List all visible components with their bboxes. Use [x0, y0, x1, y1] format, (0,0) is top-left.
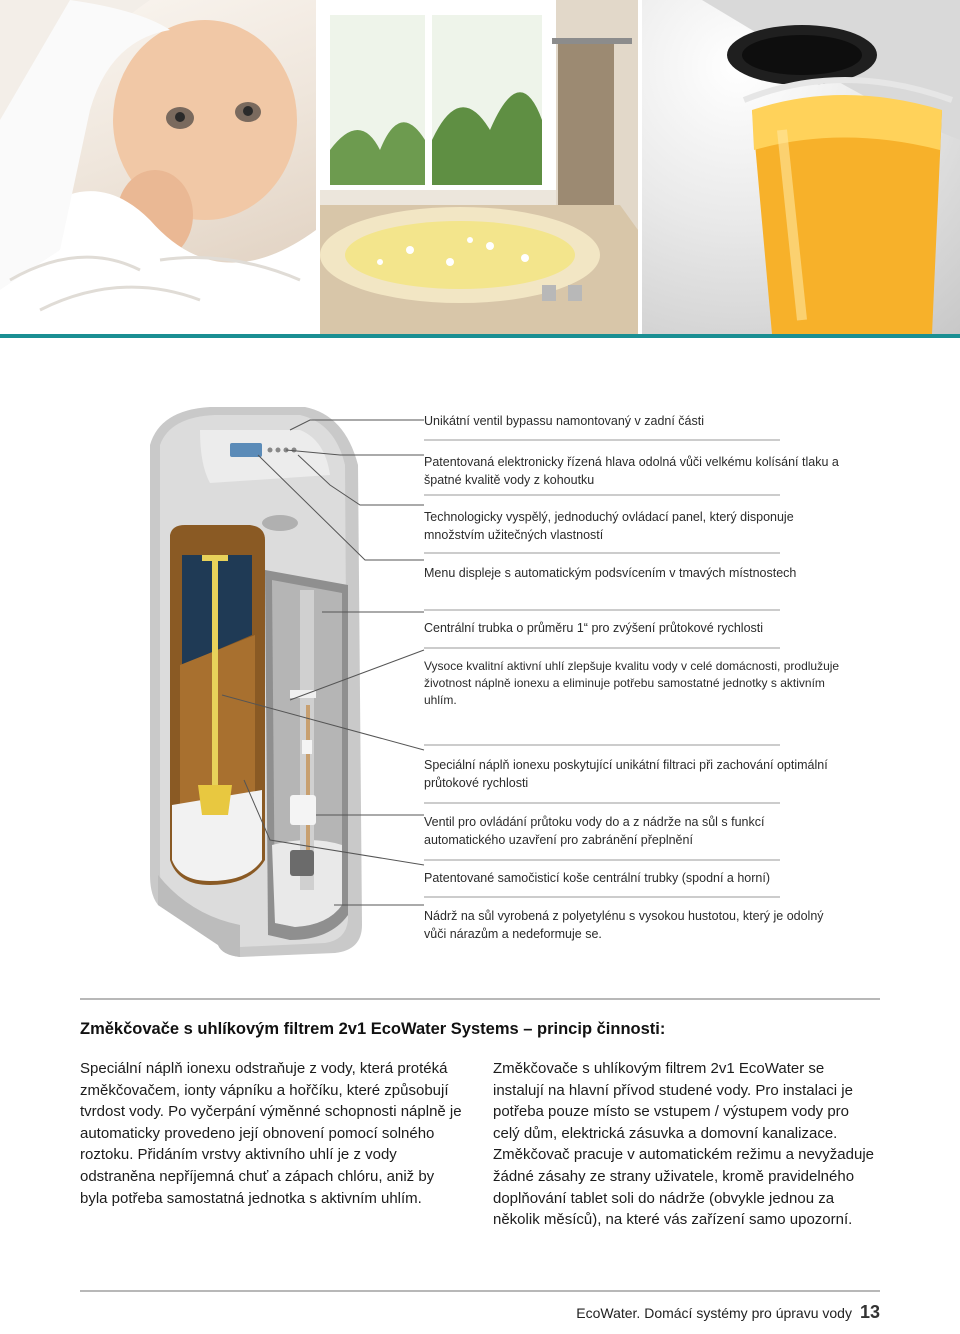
section-divider-top	[80, 998, 880, 1000]
footer-text: EcoWater. Domácí systémy pro úpravu vody	[576, 1305, 852, 1321]
callout-electronic-head: Patentovaná elektronicky řízená hlava odolná vůči velkému kolísání tlaku a špatné kvalitě vody z kohoutku	[424, 455, 839, 487]
callout-self-cleaning-baskets: Patentované samočisticí koše centrální trubky (spodní a horní)	[424, 871, 771, 885]
callout-salt-tank: Nádrž na sůl vyrobená z polyetylénu s vysokou hustotou, který je odolný vůči nárazům a nedeformuje se.	[424, 909, 824, 941]
callout-control-panel: Technologicky vyspělý, jednoduchý ovládací panel, který disponuje množstvím užitečných vlastností	[424, 510, 794, 542]
section-left-paragraph: Speciální náplň ionexu odstraňuje z vody, která protéká změkčovačem, ionty vápníku a hořčíku, které způsobují tvrdost vody. Po vyčerpání výměnné schopnosti náplně je automaticky provedeno její obnovení pomocí solného roztoku. Přidáním vrstvy aktivního uhlí je z vody odstraněna nepříjemná chuť a zápach chlóru, aniž by byla potřeba samostatná jednotka s aktivním uhlím.	[80, 1060, 462, 1207]
section-title: Změkčovače s uhlíkovým filtrem 2v1 EcoWater Systems – princip činnosti:	[80, 1020, 666, 1038]
section-right-paragraph: Změkčovače s uhlíkovým filtrem 2v1 EcoWater se instalují na hlavní přívod studené vody. Pro instalaci je potřeba pouze místo se vstupem / výstupem vody pro celý dům, elektrická zásuvka a domovní kanalizace. Změkčovač pracuje v automatickém režimu a nevyžaduje žádné zásahy ze strany uživatele, kromě pravidelného doplňování tablet soli do nádrže (obvykle jednou za několik měsíců), na které vás zařízení samo upozorní.	[493, 1060, 874, 1229]
callout-activated-carbon: Vysoce kvalitní aktivní uhlí zlepšuje kvalitu vody v celé domácnosti, prodlužuje životnost náplně ionexu a eliminuje potřebu samostatné jednotky s aktivním uhlím.	[424, 659, 840, 707]
callout-backlit-display: Menu displeje s automatickým podsvícením v tmavých místnostech	[424, 566, 797, 580]
callout-brine-valve: Ventil pro ovládání průtoku vody do a z nádrže na sůl s funkcí automatického uzavření pro zabránění přeplnění	[424, 815, 765, 847]
page-number: 13	[859, 1302, 880, 1322]
page-footer	[576, 1302, 880, 1323]
callout-bypass-valve: Unikátní ventil bypassu namontovaný v zadní části	[424, 414, 705, 428]
callout-resin: Speciální náplň ionexu poskytující unikátní filtraci při zachování optimální průtokové rychlosti	[424, 758, 828, 790]
callout-central-tube: Centrální trubka o průměru 1“ pro zvýšení průtokové rychlosti	[424, 621, 764, 635]
footer-divider	[80, 1290, 880, 1292]
